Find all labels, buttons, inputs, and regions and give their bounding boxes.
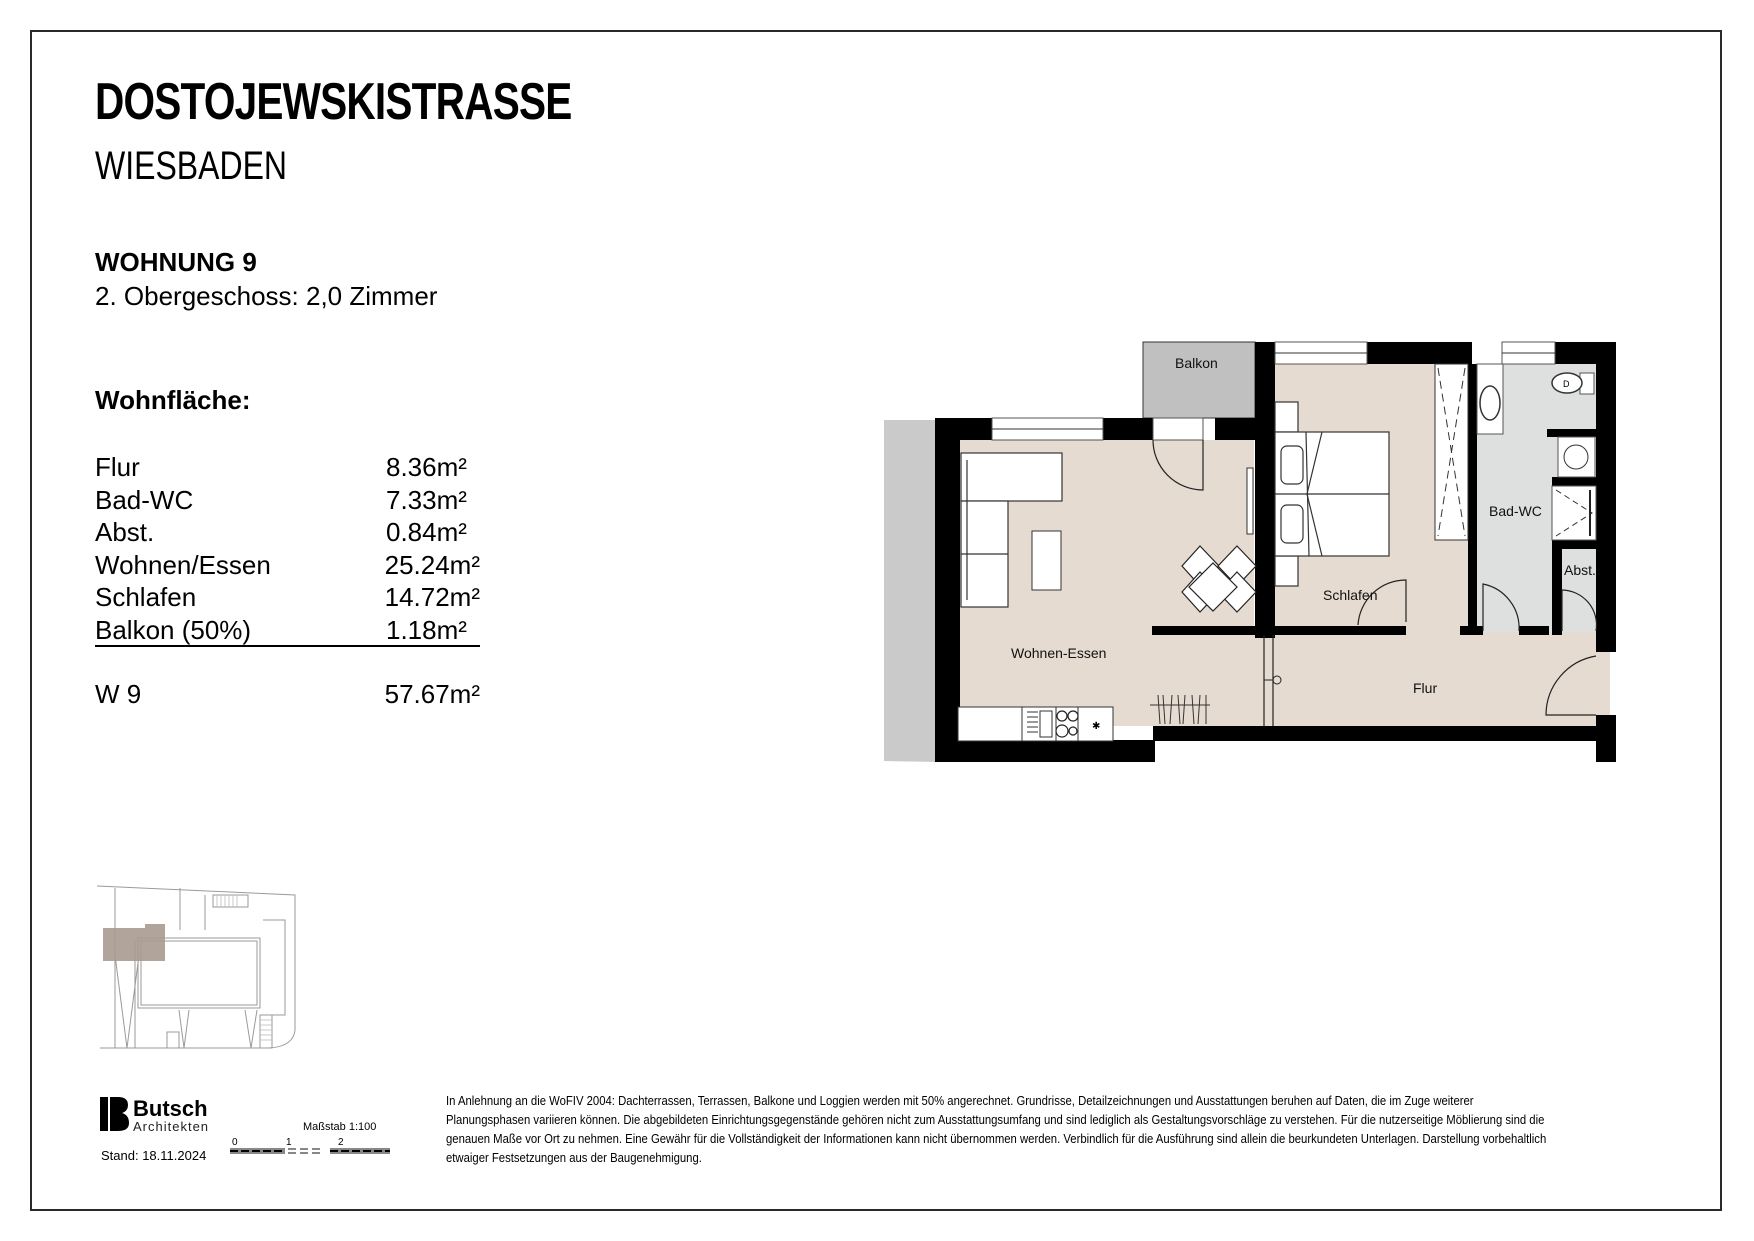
label-bad-wc: Bad-WC (1489, 503, 1542, 519)
room-area: 1.18m² (386, 614, 467, 645)
room-name: Flur (95, 452, 140, 482)
kitchen (958, 707, 1113, 741)
room-name: Schlafen (95, 582, 197, 613)
total-label: W 9 (95, 679, 142, 709)
wardrobe (1435, 364, 1468, 540)
disclaimer-line: Planungsphasen variieren können. Die abgebildeten Einrichtungsgegenstände gehören nicht zum Ausstattungsumfang und sind lediglich als Gestaltungsvorschläge zu verstehen. Für die nutzerseitige Möblierung sind die (446, 1112, 1545, 1127)
disclaimer-line: In Anlehnung an die WoFIV 2004: Dachterrassen, Terrassen, Balkone und Loggien werden mit 50% angerechnet. Grundrisse, Detailzeichnungen und Ausstattungen beruhen auf Daten, die im Zuge weiterer (446, 1093, 1474, 1108)
label-schlafen: Schlafen (1323, 587, 1378, 603)
toilet-icon (1552, 373, 1594, 394)
butsch-logo-icon (100, 1095, 130, 1133)
scale-bar (230, 1136, 400, 1158)
room-name: Abst. (95, 517, 155, 548)
room-name: Wohnen/Essen (95, 549, 271, 580)
city-name: WIESBADEN (95, 144, 288, 188)
neighbour-wall-strip (884, 420, 937, 762)
room-name: Balkon (50%) (95, 614, 252, 645)
shower (1552, 486, 1596, 540)
room-area: 8.36m² (386, 452, 467, 482)
scale-tick-0: 0 (232, 1137, 238, 1148)
tv (1247, 468, 1253, 534)
balcony (1143, 342, 1255, 418)
room-area: 0.84m² (386, 517, 467, 548)
logo-subtitle: Architekten (133, 1119, 210, 1134)
logo-name: Butsch (133, 1096, 208, 1121)
floor-info: 2. Obergeschoss: 2,0 Zimmer (95, 281, 438, 311)
label-balkon: Balkon (1175, 355, 1218, 371)
washing-machine (1558, 437, 1595, 477)
label-flur: Flur (1413, 680, 1438, 696)
disclaimer-line: etwaiger Festsetzungen aus der Baugenehmigung. (446, 1150, 702, 1165)
toilet-mark: D (1563, 379, 1570, 389)
fridge-icon: ✱ (1092, 721, 1101, 732)
coffee-table (1032, 531, 1061, 590)
site-key-plan (95, 880, 310, 1055)
scale-label: Maßstab 1:100 (303, 1121, 377, 1133)
unit-highlight (103, 924, 165, 961)
area-heading: Wohnfläche: (95, 385, 251, 415)
label-abst: Abst. (1564, 562, 1596, 578)
unit-name: WOHNUNG 9 (95, 247, 257, 277)
room-area: 25.24m² (384, 549, 480, 580)
sink-icon (1480, 386, 1500, 420)
project-title: DOSTOJEWSKISTRASSE (95, 73, 572, 131)
stair-lines (217, 895, 272, 1040)
total-area: 57.67m² (384, 679, 480, 709)
room-name: Bad-WC (95, 484, 194, 515)
room-area: 14.72m² (384, 582, 480, 613)
scale-tick-2: 2 (338, 1137, 344, 1148)
disclaimer-line: genauen Maße vor Ort zu nehmen. Eine Gewähr für die Vollständigkeit der Informationen kann nicht übernommen werden. Verbindlich für die Ausführung sind allein die beurkundeten Unterlagen. Darstellung vorbehaltlich (446, 1131, 1547, 1146)
room-area: 7.33m² (386, 484, 467, 515)
legal-disclaimer (446, 1091, 1696, 1167)
scale-tick-1: 1 (286, 1137, 292, 1148)
revision-date: Stand: 18.11.2024 (101, 1148, 207, 1163)
room-flur (1150, 632, 1610, 726)
label-wohnen-essen: Wohnen-Essen (1011, 645, 1107, 661)
